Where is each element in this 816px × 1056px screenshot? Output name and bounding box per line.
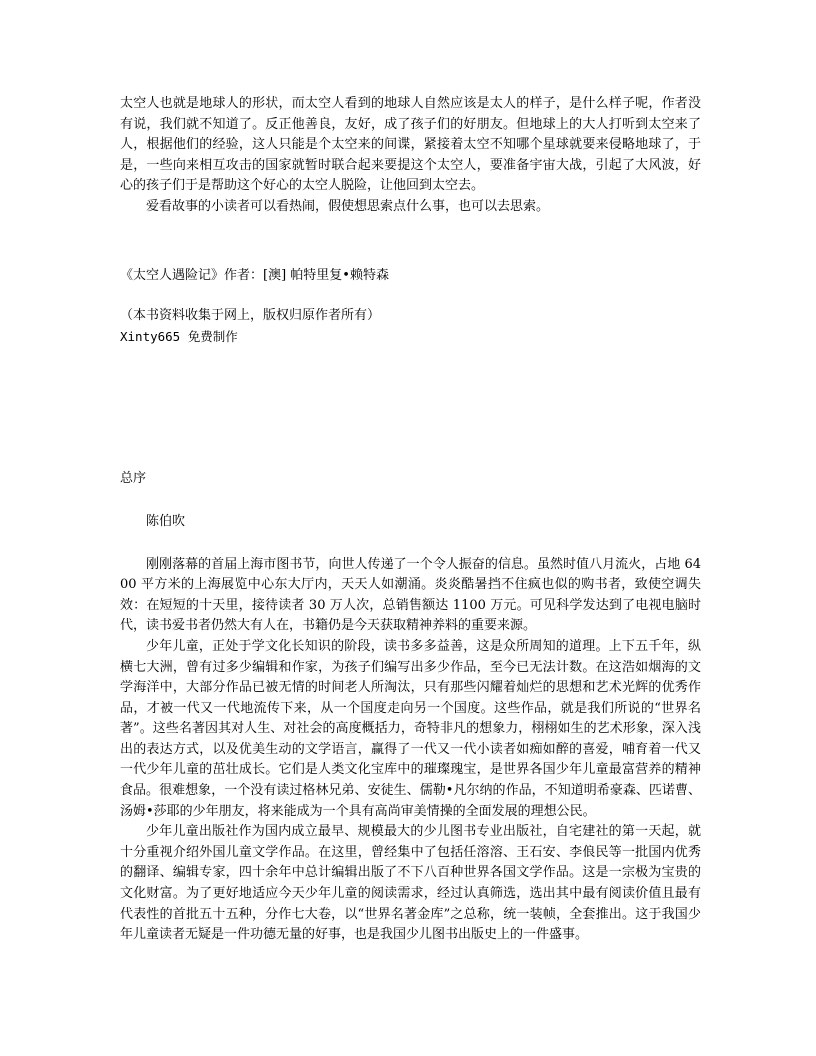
author-name: 陈伯吹 (146, 513, 186, 529)
spacer (120, 490, 701, 512)
intro-paragraph-2: 爱看故事的小读者可以看热闹，假使想思索点什么事，也可以去思索。 (146, 198, 550, 214)
source-note: （本书资料收集于网上，版权归原作者所有） (120, 308, 381, 324)
document-page (120, 94, 701, 946)
spacer (120, 533, 701, 555)
spacer (120, 286, 701, 306)
body-paragraph-1: 刚刚落幕的首届上海市图书节，向世人传递了一个令人振奋的信息。虽然时值八月流火，占地 6400 平方米的上海展览中心东大厅内，天天人如潮涌。炎炎酷暑挡不住疯也似的购书者，致使空调失效：在短短的十天里，接待读者 30 万人次，总销售额达 1100 万元。可见科学发达到了电视电脑时代，读书爱书者仍然大有人在，书籍仍是今天获取精神养料的重要来源。 (120, 556, 701, 634)
spacer (120, 218, 701, 266)
spacer (120, 347, 701, 469)
intro-paragraph-1: 太空人也就是地球人的形状，而太空人看到的地球人自然应该是太人的样子，是什么样子呢，作者没有说，我们就不知道了。反正他善良，友好，成了孩子们的好朋友。但地球上的大人打听到太空来了人，根据他们的经验，这人只能是个太空来的间谍，紧接着太空不知哪个星球就要来侵略地球了，于是，一些向来相互攻击的国家就暂时联合起来要提这个太空人，要准备宇宙大战，引起了大风波，好心的孩子们于是帮助这个好心的太空人脱险，让他回到太空去。 (120, 96, 701, 194)
section-title: 总序 (120, 471, 147, 487)
body-paragraph-3: 少年儿童出版社作为国内成立最早、规模最大的少儿图书专业出版社，自宅建社的第一天起，就十分重视介绍外国儿童文学作品。在这里，曾经集中了包括任溶溶、王石安、李俍民等一批国内优秀的翻译、编辑专家，四十余年中总计编辑出版了不下八百种世界各国文学作品。这是一宗极为宝贵的文化财富。为了更好地适应今天少年儿童的阅读需求，经过认真筛选，选出其中最有阅读价值且最有代表性的首批五十五种，分作七大卷，以“世界名著金库”之总称，统一装帧，全套推出。这于我国少年儿童读者无疑是一件功德无量的好事，也是我国少儿图书出版史上的一件盛事。 (120, 824, 701, 943)
maker-note: Xinty665 免费制作 (120, 328, 238, 344)
body-paragraph-2: 少年儿童，正处于学文化长知识的阶段，读书多多益善，这是众所周知的道理。上下五千年，纵横七大洲，曾有过多少编辑和作家，为孩子们编写出多少作品，至今已无法计数。在这浩如烟海的文学海洋中，大部分作品已被无情的时间老人所淘汰，只有那些闪耀着灿烂的思想和艺术光辉的优秀作品，才被一代又一代地流传下来，从一个国度走向另一个国度。这些作品，就是我们所说的“世界名著”。这些名著因其对人生、对社会的高度概括力，奇特非凡的想象力，栩栩如生的艺术形象，深入浅出的表达方式，以及优美生动的文学语言，赢得了一代又一代小读者如痴如醉的喜爱，哺育着一代又一代少年儿童的茁壮成长。它们是人类文化宝库中的璀璨瑰宝，是世界各国少年儿童最富营养的精神食品。很难想象，一个没有读过格林兄弟、安徒生、儒勒•凡尔纳的作品，不知道明希豪森、匹诺曹、汤姆•莎耶的少年朋友，将来能成为一个具有高尚审美情操的全面发展的理想公民。 (120, 638, 701, 819)
book-info: 《太空人遇险记》作者：[澳] 帕特里复•赖特森 (120, 267, 389, 283)
